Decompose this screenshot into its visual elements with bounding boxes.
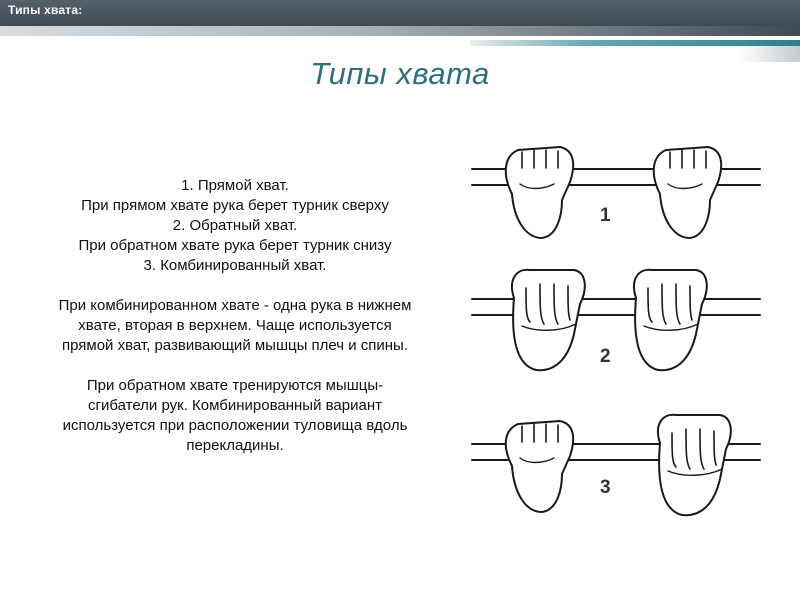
body-line: 1. Прямой хват. <box>181 177 289 194</box>
header-title: Типы хвата: <box>8 3 83 17</box>
grip-3-mixed <box>472 415 760 515</box>
body-line: При обратном хвате рука берет турник снизу <box>78 237 392 254</box>
grip-1-overhand <box>472 147 760 238</box>
body-line: перекладины. <box>186 437 284 454</box>
header-bar <box>0 0 800 26</box>
hand-right-underhand-mixed <box>658 415 731 515</box>
body-line <box>10 276 460 296</box>
body-line: 2. Обратный хват. <box>172 217 298 234</box>
decorative-band-gradient <box>0 26 800 36</box>
grip-number-3: 3 <box>600 477 611 498</box>
body-line: При обратном хвате тренируются мышцы- <box>86 377 384 394</box>
body-line: используется при расположении туловища вдоль <box>62 417 408 434</box>
hand-left-underhand <box>512 270 585 370</box>
grip-number-1: 1 <box>600 205 611 226</box>
hand-left-overhand-mixed <box>506 421 573 512</box>
hand-right-underhand <box>634 270 707 370</box>
grip-2-underhand <box>472 270 760 370</box>
body-line: хвате, вторая в верхнем. Чаще используется <box>78 317 392 334</box>
hand-right-overhand <box>654 147 721 238</box>
body-line: При комбинированном хвате - одна рука в нижнем <box>58 297 412 314</box>
body-line: 3. Комбинированный хват. <box>143 257 327 274</box>
slide-title: Типы хвата <box>310 56 490 91</box>
body-line <box>10 356 460 376</box>
body-line: сгибатели рук. Комбинированный вариант <box>88 397 382 414</box>
slide-body-text <box>10 176 460 456</box>
grip-types-illustration <box>464 138 774 528</box>
grip-number-2: 2 <box>600 346 611 367</box>
body-line: прямой хват, развивающий мышцы плеч и спины. <box>61 337 409 354</box>
body-line: При прямом хвате рука берет турник сверху <box>81 197 389 214</box>
hand-left-overhand <box>506 147 573 238</box>
